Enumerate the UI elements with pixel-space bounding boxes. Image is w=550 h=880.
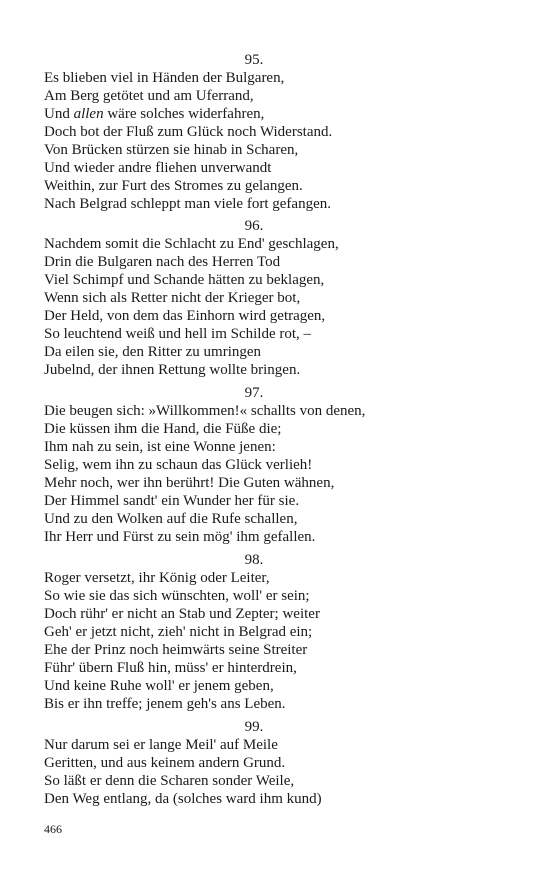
- stanza-99: [44, 718, 514, 808]
- verse-line: Der Himmel sandt' ein Wunder her für sie.: [44, 493, 300, 509]
- verse-line: Und keine Ruhe woll' er jenem geben,: [44, 678, 274, 694]
- verse-line: Die küssen ihm die Hand, die Füße die;: [44, 421, 282, 437]
- stanza-number: 99.: [244, 719, 264, 735]
- verse-line: Den Weg entlang, da (solches ward ihm kund): [44, 791, 322, 807]
- verse-line: Selig, wem ihn zu schaun das Glück verlieh!: [44, 457, 313, 473]
- verse-line: Ihm nah zu sein, ist eine Wonne jenen:: [44, 439, 276, 455]
- verse-line: Nur darum sei er lange Meil' auf Meile: [44, 737, 278, 753]
- verse-line: So leuchtend weiß und hell im Schilde rot, –: [44, 326, 312, 342]
- verse-line: Und wieder andre fliehen unverwandt: [44, 160, 272, 176]
- verse-line: Bis er ihn treffe; jenem geh's ans Leben.: [44, 696, 286, 712]
- verse-line: Jubelnd, der ihnen Rettung wollte bringen.: [44, 362, 301, 378]
- verse-line: Weithin, zur Furt des Stromes zu gelangen.: [44, 178, 303, 194]
- stanza-97: [44, 384, 514, 546]
- verse-segment: wäre solches widerfahren,: [103, 106, 265, 122]
- verse-segment: Und: [44, 106, 74, 122]
- verse-line: Doch rühr' er nicht an Stab und Zepter; weiter: [44, 606, 320, 622]
- verse-line: Geritten, und aus keinem andern Grund.: [44, 755, 286, 771]
- verse-line: Geh' er jetzt nicht, zieh' nicht in Belgrad ein;: [44, 624, 313, 640]
- stanza-number: 96.: [244, 218, 264, 234]
- verse-line: Viel Schimpf und Schande hätten zu beklagen,: [44, 272, 325, 288]
- verse-line: Von Brücken stürzen sie hinab in Scharen,: [44, 142, 299, 158]
- emphasized-word: allen: [73, 106, 104, 122]
- stanza-95: [44, 51, 514, 213]
- verse-line: Drin die Bulgaren nach des Herren Tod: [44, 254, 281, 270]
- verse-line: Der Held, von dem das Einhorn wird getragen,: [44, 308, 326, 324]
- stanza-number: 98.: [244, 552, 264, 568]
- verse-line: Mehr noch, wer ihn berührt! Die Guten wähnen,: [44, 475, 335, 491]
- verse-line: Doch bot der Fluß zum Glück noch Widerstand.: [44, 124, 333, 140]
- verse-line: Da eilen sie, den Ritter zu umringen: [44, 344, 262, 360]
- verse-line: Nach Belgrad schleppt man viele fort gefangen.: [44, 196, 331, 212]
- verse-line: Wenn sich als Retter nicht der Krieger bot,: [44, 290, 301, 306]
- verse-line: Und zu den Wolken auf die Rufe schallen,: [44, 511, 298, 527]
- verse-line: So läßt er denn die Scharen sonder Weile,: [44, 773, 295, 789]
- verse-line: Die beugen sich: »Willkommen!« schallts von denen,: [44, 403, 366, 419]
- verse-line: So wie sie das sich wünschten, woll' er sein;: [44, 588, 310, 604]
- verse-line: Führ' übern Fluß hin, müss' er hinterdrein,: [44, 660, 297, 676]
- verse-line: Am Berg getötet und am Uferrand,: [44, 88, 254, 104]
- page-number: 466: [44, 822, 62, 836]
- verse-line: Es blieben viel in Händen der Bulgaren,: [44, 70, 285, 86]
- verse-line: Roger versetzt, ihr König oder Leiter,: [44, 570, 270, 586]
- verse-line: Ihr Herr und Fürst zu sein mög' ihm gefallen.: [44, 529, 316, 545]
- verse-line: Ehe der Prinz noch heimwärts seine Streiter: [44, 642, 308, 658]
- stanza-98: [44, 551, 514, 713]
- stanza-number: 97.: [244, 385, 264, 401]
- verse-line: Nachdem somit die Schlacht zu End' geschlagen,: [44, 236, 339, 252]
- stanza-number: 95.: [244, 52, 264, 68]
- stanza-96: [44, 217, 514, 379]
- verse-line: [44, 105, 514, 123]
